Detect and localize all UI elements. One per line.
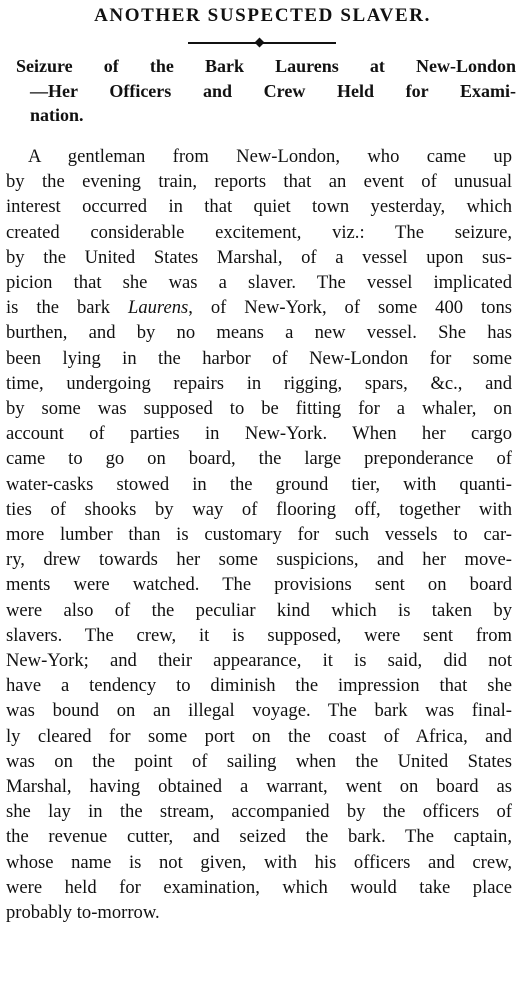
- body-line: ties of shooks by way of flooring off, together with: [6, 498, 512, 520]
- headline: ANOTHER SUSPECTED SLAVER.: [94, 5, 431, 26]
- body-line: time, undergoing repairs in rigging, spars, &c., and: [6, 372, 512, 394]
- body-line: New-York; and their appearance, it is said, did not: [6, 650, 512, 672]
- body-line: account of parties in New-York. When her cargo: [6, 423, 512, 445]
- body-line: burthen, and by no means a new vessel. She has: [6, 322, 512, 344]
- body-line: ments were watched. The provisions sent on board: [6, 574, 512, 596]
- subhead-line: Seizure of the Bark Laurens at New-London: [16, 56, 516, 76]
- subhead-line: —Her Officers and Crew Held for Exami-: [30, 80, 516, 101]
- subheadline: [16, 54, 516, 128]
- body-line: A gentleman from New-London, who came up: [28, 146, 512, 167]
- vessel-name: Laurens: [128, 297, 189, 319]
- body-line: whose name is not given, with his officers and crew,: [6, 851, 512, 873]
- body-line: by some was supposed to be fitting for a whaler, on: [6, 398, 512, 420]
- body-line: by the evening train, reports that an event of unusual: [6, 171, 512, 193]
- body-line: were held for examination, which would take place: [6, 876, 512, 898]
- body-line: was on the point of sailing when the United States: [6, 750, 512, 772]
- body-line: is the bark Laurens, of New-York, of some 400 tons: [6, 297, 513, 319]
- body-line: ly cleared for some port on the coast of Africa, and: [6, 725, 512, 747]
- body-line: she lay in the stream, accompanied by the officers of: [6, 801, 512, 823]
- body-line: more lumber than is customary for such vessels to car-: [6, 524, 512, 546]
- body-line: been lying in the harbor of New-London for some: [6, 347, 512, 369]
- body-line: picion that she was a slaver. The vessel implicated: [6, 272, 512, 294]
- body-line: have a tendency to diminish the impression that she: [6, 675, 512, 697]
- body-line: Marshal, having obtained a warrant, went on board as: [6, 776, 512, 798]
- rule-ornament: [255, 38, 265, 48]
- body-line: water-casks stowed in the ground tier, with quanti-: [6, 473, 512, 495]
- body-line: probably to-morrow.: [6, 902, 160, 924]
- body-line: slavers. The crew, it is supposed, were sent from: [6, 624, 512, 646]
- body-line: interest occurred in that quiet town yesterday, which: [6, 196, 512, 218]
- body-line: was bound on an illegal voyage. The bark was final-: [6, 700, 512, 722]
- body-line: the revenue cutter, and seized the bark. The captain,: [6, 826, 512, 848]
- subhead-line: nation.: [30, 105, 84, 125]
- body-line: were also of the peculiar kind which is taken by: [6, 599, 512, 621]
- body-line: created considerable excitement, viz.: The seizure,: [6, 221, 512, 243]
- body-line: by the United States Marshal, of a vessel upon sus-: [6, 246, 512, 268]
- body-line: came to go on board, the large preponderance of: [6, 448, 512, 470]
- body-line: ry, drew towards her some suspicions, and her move-: [6, 549, 512, 571]
- article-body: [6, 144, 512, 925]
